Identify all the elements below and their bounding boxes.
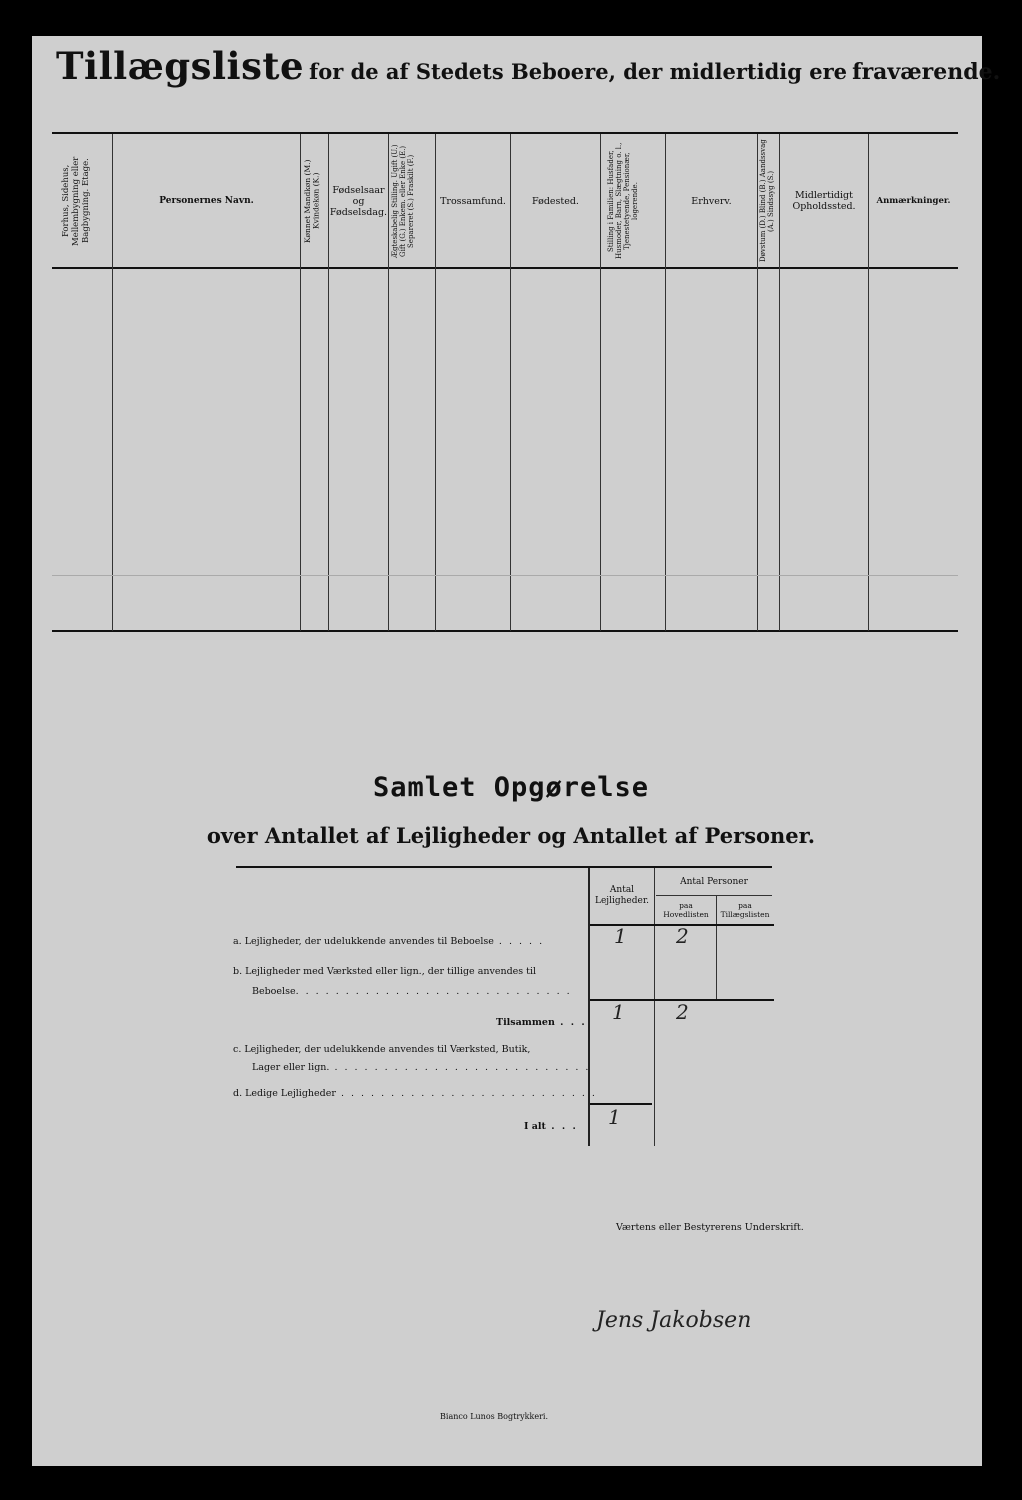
col-header-building bbox=[54, 136, 112, 266]
col-header-occupation: Erhverv. bbox=[691, 195, 732, 207]
table-header-rule bbox=[52, 267, 958, 269]
signature: Jens Jakobsen bbox=[596, 1308, 752, 1333]
col-header-sex-text: Kønnet Mandkøn (M.) Kvindekøn (K.) bbox=[302, 159, 320, 243]
col-header-remarks: Anmærkninger. bbox=[876, 195, 951, 206]
summary-total-rule bbox=[590, 1103, 652, 1105]
summary-row-b1: b. Lejligheder med Værksted eller lign., der tillige anvendes til bbox=[233, 966, 537, 977]
col-header-marital-text: Ægteskabelig Stilling. Ugift (U.) Gift (G.) Enkem. eller Enke (E.) Separeret (S.) Fraskilt (F.) bbox=[391, 144, 415, 258]
signature-label: Værtens eller Bestyrerens Underskrift. bbox=[616, 1222, 804, 1233]
col-header-religion: Trossamfund. bbox=[440, 195, 506, 207]
summary-col-persons: Antal Personer bbox=[680, 876, 748, 887]
summary-row-total: Tilsammen . . . bbox=[496, 1017, 587, 1028]
summary-top-rule bbox=[236, 866, 772, 868]
summary-title: Samlet Opgørelse bbox=[372, 772, 650, 803]
table-bottom-rule bbox=[52, 630, 958, 632]
col-header-temp-residence: Midlertidigt Opholdssted. bbox=[792, 190, 856, 212]
summary-subtitle: over Antallet af Lejligheder og Antallet af Personer. bbox=[206, 823, 816, 848]
summary-col-main: paa Hovedlisten bbox=[663, 901, 709, 919]
row-line bbox=[52, 575, 958, 576]
title-main: Tillægsliste bbox=[56, 44, 305, 88]
col-header-building-text: Forhus, Sidehus, Mellembygning eller Bagbygning. Etage. bbox=[61, 156, 91, 246]
title-end: fraværende. bbox=[852, 59, 1001, 85]
col-header-birth: Fødselsaar og Fødselsdag. bbox=[329, 184, 388, 218]
summary-row-c2-text: Lager eller lign. bbox=[252, 1062, 330, 1073]
summary-row-all: I alt . . . bbox=[524, 1121, 578, 1132]
col-header-family-position-text: Stilling i Familien: Husfader, Husmoder, Barn, Slægtning o. l., Tjenestetyende, Pensionær, logerende. bbox=[607, 142, 639, 260]
value-total-apartments: 1 bbox=[612, 1000, 625, 1024]
summary-row-a: a. Lejligheder, der udelukkende anvendes til Beboelse . . . . . bbox=[233, 936, 545, 947]
summary-row-b2-text: Beboelse bbox=[252, 986, 296, 997]
col-header-sex bbox=[301, 136, 328, 266]
value-a-apartments: 1 bbox=[614, 924, 627, 948]
col-header-family-position bbox=[601, 136, 665, 266]
form-title bbox=[56, 44, 1001, 88]
summary-row-a-text: a. Lejligheder, der udelukkende anvendes til Beboelse bbox=[233, 936, 494, 947]
printer-imprint: Bianco Lunos Bogtrykkeri. bbox=[440, 1412, 549, 1421]
summary-row-b2: Beboelse. . . . . . . . . . . . . . . . . . . . . . . . . . . . bbox=[252, 986, 572, 997]
col-header-birthplace: Fødested. bbox=[532, 195, 579, 207]
summary-row-total-text: Tilsammen bbox=[496, 1017, 555, 1028]
summary-divider bbox=[654, 868, 655, 1146]
table-top-rule bbox=[52, 132, 958, 134]
summary-row-c2: Lager eller lign. . . . . . . . . . . . . . . . . . . . . . . . . . . bbox=[252, 1062, 591, 1073]
col-header-name: Personernes Navn. bbox=[159, 195, 254, 206]
col-header-disability-text: Døvstum (D.) Blind (B.) Aandssvag (A.) Sindssyg (S.) bbox=[758, 139, 775, 263]
summary-subheader-rule bbox=[656, 895, 772, 896]
summary-row-c1: c. Lejligheder, der udelukkende anvendes til Værksted, Butik, bbox=[233, 1044, 531, 1055]
value-all-apartments: 1 bbox=[608, 1105, 621, 1129]
col-header-marital bbox=[389, 136, 435, 266]
summary-row-d-text: d. Ledige Lejligheder bbox=[233, 1088, 336, 1099]
title-middle: for de af Stedets Beboere, der midlertidig ere bbox=[309, 59, 848, 84]
col-header-disability bbox=[758, 136, 779, 266]
summary-col-supp: paa Tillægslisten bbox=[720, 901, 770, 919]
value-a-persons: 2 bbox=[676, 924, 689, 948]
summary-row-all-text: I alt bbox=[524, 1121, 546, 1132]
value-total-persons: 2 bbox=[676, 1000, 689, 1024]
summary-row-d: d. Ledige Lejligheder . . . . . . . . . . . . . . . . . . . . . . . . . . bbox=[233, 1088, 597, 1099]
summary-col-apartments: Antal Lejligheder. bbox=[595, 885, 649, 906]
